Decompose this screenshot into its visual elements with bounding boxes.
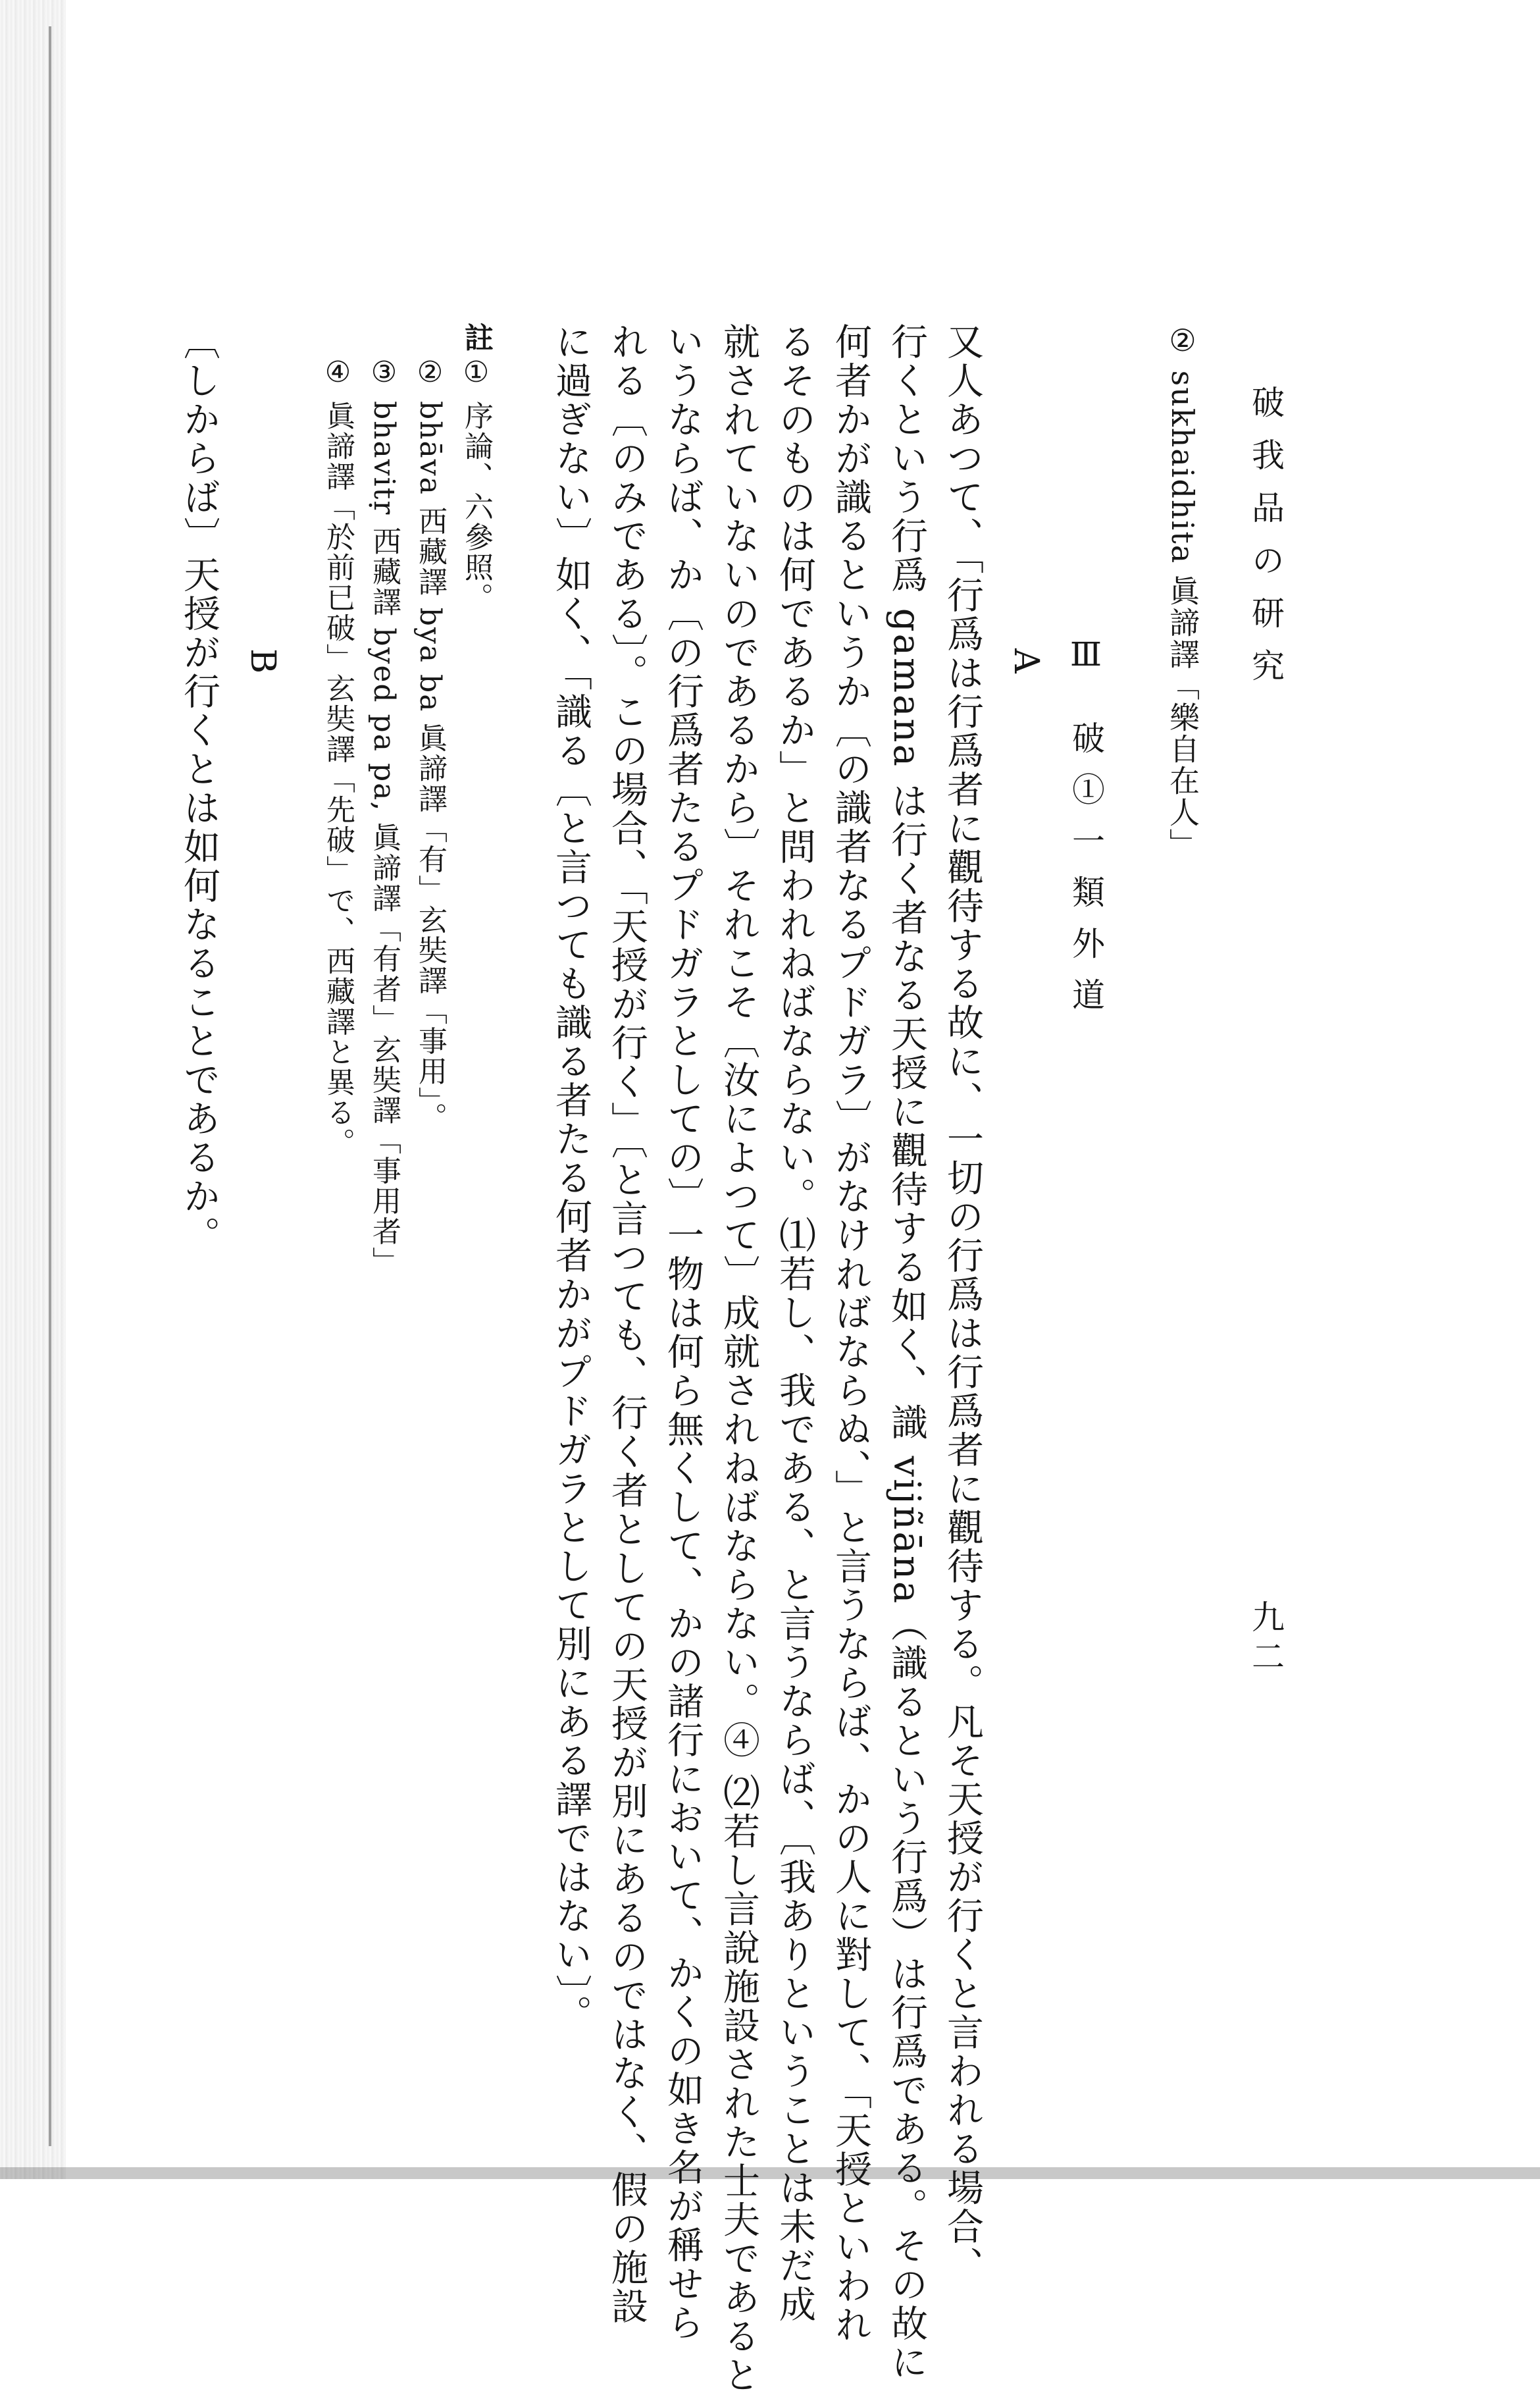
- body-line: 行くという行爲 gamana は行く者なる天授に觀待する如く、識 vijñāna（識るという行爲）は行爲である。その故に: [885, 323, 928, 2382]
- scan-bottom-edge: [0, 2167, 1540, 2179]
- section-heading: Ⅲ 破①一類外道: [1067, 635, 1105, 1029]
- body-line: に過ぎない〕如く、「識る〔と言つても識る者たる何者かがプドガラとして別にある譯ではない〕。: [550, 323, 592, 2034]
- section-b-line: 〔しからば〕天授が行くとは如何なることであるか。: [178, 323, 220, 1255]
- scan-binding-line: [49, 26, 51, 2146]
- section-b-marker: B: [243, 648, 282, 675]
- body-line: るそのものは何であるか」と問われねばならない。⑴若し、我である、と言うならば、〔我ありということは未だ成: [773, 323, 816, 2324]
- running-head: 破我品の研究: [1246, 385, 1285, 701]
- body-line: 又人あつて、「行爲は行爲者に觀待する故に、一切の行爲は行爲者に觀待する。凡そ天授が行くと言われる場合、: [941, 323, 984, 2285]
- body-line: 就されていないのであるから〕それこそ〔汝によつて〕成就されねばならない。④ ⑵若し言說施設された士夫であると: [717, 323, 760, 2395]
- section-a-marker: A: [1006, 648, 1046, 675]
- body-line: れる〔のみである〕。この場合、「天授が行く」〔と言つても、行く者としての天授が別にあるのではなく、假の施設: [605, 323, 648, 2326]
- note-item: ② bhāva 西藏譯 bya ba 眞諦譯「有」玄奘譯「事用」。: [413, 355, 447, 1133]
- note-item: ① 序論、六參照。: [459, 355, 493, 613]
- page-number: 九二: [1246, 1600, 1285, 1679]
- note-item: ③ bhavitṛ 西藏譯 byed pa pa, 眞諦譯「有者」玄奘譯「事用者」: [367, 355, 401, 1277]
- scan-margin-shadow: [0, 0, 66, 2179]
- note-item: ④ 眞諦譯「於前已破」玄奘譯「先破」で、西藏譯と異る。: [321, 355, 355, 1158]
- body-line: 何者かが識るというか〔の識者なるプドガラ〕がなければならぬ、」と言うならば、かの人に對して、「天授といわれ: [829, 323, 872, 2344]
- top-footnote: ② sukhaidhita 眞諦譯「樂自在人」: [1165, 323, 1200, 860]
- body-line: いうならば、か〔の行爲者たるプドガラとしての〕一物は何ら無くして、かの諸行において、かくの如き名が稱せら: [661, 323, 704, 2342]
- notes-heading: 註: [459, 323, 493, 353]
